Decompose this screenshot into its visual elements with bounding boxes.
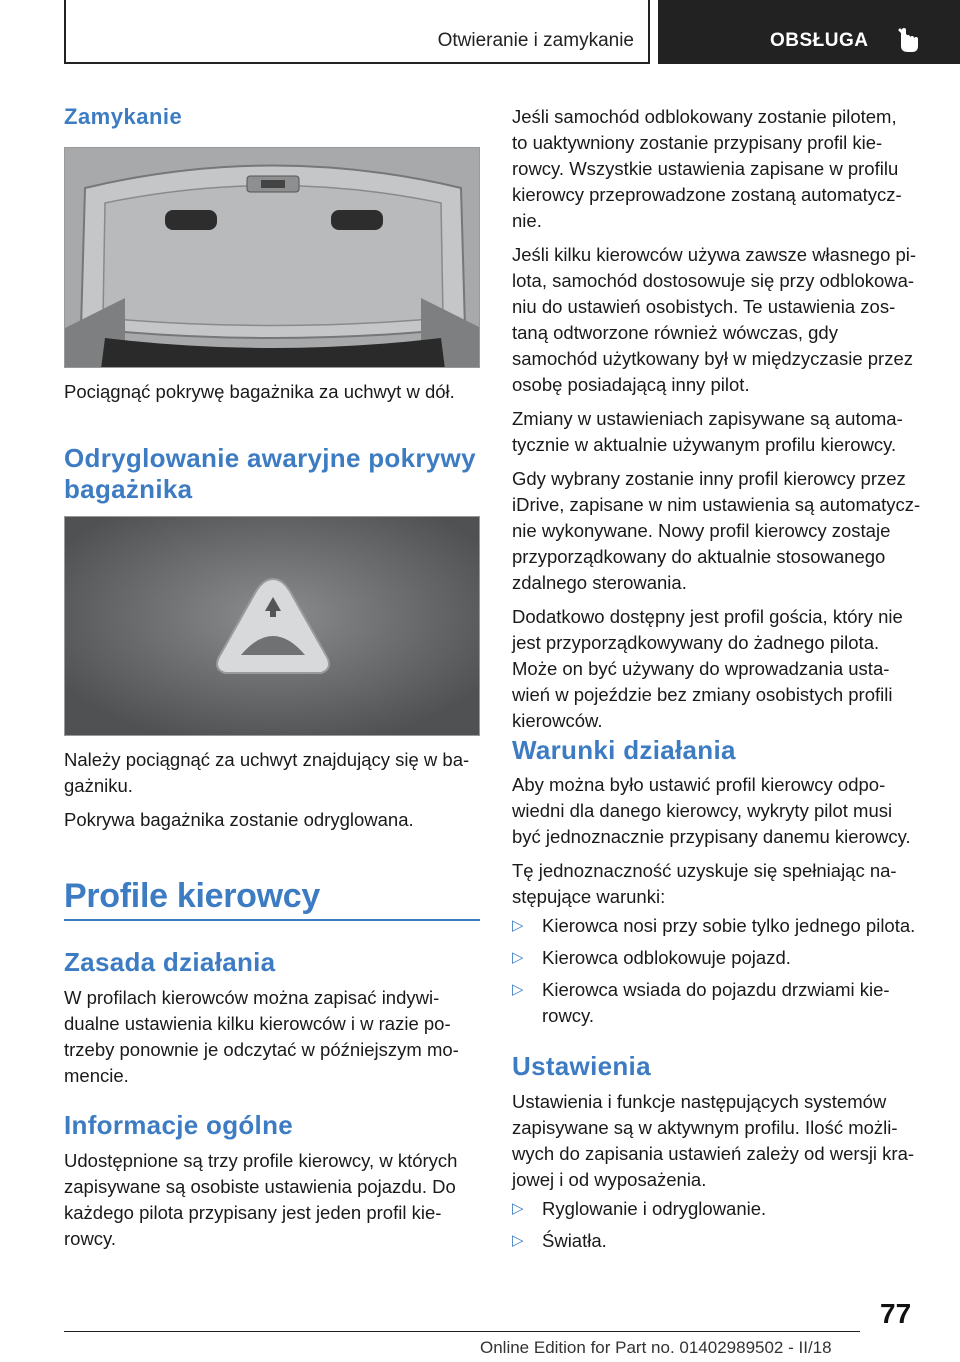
heading-informacje: Informacje ogólne bbox=[64, 1110, 294, 1140]
header-chapter-tab bbox=[658, 0, 960, 64]
bullet-text: Kierowca odblokowuje pojazd. bbox=[542, 947, 791, 968]
edition-text: Online Edition for Part no. 01402989502 - II/18 bbox=[480, 1338, 832, 1357]
warunki-line: Tę jednoznaczność uzyskuje się spełniając na‐ bbox=[512, 860, 897, 881]
warunki-line: wiedni dla danego kierowcy, wykryty pilot musi bbox=[512, 800, 893, 821]
p3-line: Zmiany w ustawieniach zapisywane są automa‐ bbox=[512, 408, 903, 429]
ustawienia-text bbox=[512, 1089, 928, 1193]
p5-line: kierowców. bbox=[512, 710, 603, 731]
emergency-release-image bbox=[64, 516, 480, 736]
info-line: Udostępnione są trzy profile kierowcy, w których bbox=[64, 1150, 458, 1171]
bullet-text: Kierowca nosi przy sobie tylko jednego pilota. bbox=[542, 915, 916, 936]
p1-line: nie. bbox=[512, 210, 542, 231]
bullet-triangle-icon: ▷ bbox=[512, 1232, 524, 1249]
bullet-text: Światła. bbox=[542, 1230, 607, 1251]
zasada-line: dualne ustawienia kilku kierowców i w razie po‐ bbox=[64, 1013, 451, 1034]
p5-line: wień w pojeździe bez zmiany osobistych profili bbox=[512, 684, 893, 705]
p5-line: jest przyporządkowywany do żadnego pilota. bbox=[512, 632, 880, 653]
header-section-tab bbox=[64, 0, 650, 64]
heading-zamykanie: Zamykanie bbox=[64, 104, 183, 129]
bullet-item bbox=[512, 977, 928, 1029]
bullet-triangle-icon: ▷ bbox=[512, 1200, 524, 1217]
bullet-triangle-icon: ▷ bbox=[512, 949, 524, 966]
trunk-lid-illustration bbox=[65, 148, 480, 368]
p1-line: Jeśli samochód odblokowany zostanie pilotem, bbox=[512, 106, 897, 127]
warunki-line: Aby można było ustawić profil kierowcy odpo‐ bbox=[512, 774, 886, 795]
trunk-lid-image bbox=[64, 147, 480, 368]
p3-line: tycznie w aktualnie używanym profilu kierowcy. bbox=[512, 434, 897, 455]
p4-line: Gdy wybrany zostanie inny profil kierowcy przez bbox=[512, 468, 906, 489]
odryglowanie-p1-line2: gażniku. bbox=[64, 775, 133, 796]
caption-zamykanie: Pociągnąć pokrywę bagażnika za uchwyt w dół. bbox=[64, 381, 455, 402]
odryglowanie-p2: Pokrywa bagażnika zostanie odryglowana. bbox=[64, 809, 414, 830]
info-line: każdego pilota przypisany jest jeden profil kie‐ bbox=[64, 1202, 442, 1223]
p4-line: iDrive, zapisane w nim ustawienia są automatycz‐ bbox=[512, 494, 921, 515]
p2-line: Jeśli kilku kierowców używa zawsze własnego pi‐ bbox=[512, 244, 917, 265]
p4-line: nie wykonywane. Nowy profil kierowcy zostaje bbox=[512, 520, 891, 541]
zasada-line: trzeby ponownie je odczytać w późniejszym mo‐ bbox=[64, 1039, 459, 1060]
ustawienia-line: wych do zapisania ustawień zależy od wersji kra‐ bbox=[512, 1143, 915, 1164]
page-number: 77 bbox=[880, 1298, 912, 1329]
p2-line: niu do ustawień osobistych. Te ustawienia zos‐ bbox=[512, 296, 896, 317]
p4-line: przyporządkowany do aktualnie stosowanego bbox=[512, 546, 886, 567]
bullet-text: rowcy. bbox=[542, 1005, 595, 1026]
bullet-text: Ryglowanie i odryglowanie. bbox=[542, 1198, 767, 1219]
p2-line: taną odtworzone również wówczas, gdy bbox=[512, 322, 838, 343]
bullet-text: Kierowca wsiada do pojazdu drzwiami kie‐ bbox=[542, 979, 890, 1000]
p2-line: lota, samochód dostosowuje się przy odblokowa‐ bbox=[512, 270, 915, 291]
zasada-line: W profilach kierowców można zapisać indywi‐ bbox=[64, 987, 440, 1008]
heading-profile-kierowcy: Profile kierowcy bbox=[64, 877, 320, 915]
p4-line: zdalnego sterowania. bbox=[512, 572, 687, 593]
p1-line: to uaktywniony zostanie przypisany profil kie‐ bbox=[512, 132, 883, 153]
warunki-line: stępujące warunki: bbox=[512, 886, 666, 907]
zasada-line: mencie. bbox=[64, 1065, 129, 1086]
heading-ustawienia: Ustawienia bbox=[512, 1051, 651, 1081]
header-chapter-title: OBSŁUGA bbox=[770, 30, 869, 51]
section-rule bbox=[64, 919, 480, 921]
informacje-text bbox=[64, 1148, 480, 1252]
right-paragraphs bbox=[512, 104, 928, 734]
emergency-handle-illustration bbox=[65, 517, 480, 736]
p5-line: Dodatkowo dostępny jest profil gościa, który nie bbox=[512, 606, 903, 627]
info-line: zapisywane są osobiste ustawienia pojazdu. Do bbox=[64, 1176, 456, 1197]
bullet-triangle-icon: ▷ bbox=[512, 981, 524, 998]
ustawienia-line: jowej i od wyposażenia. bbox=[512, 1169, 707, 1190]
zasada-text bbox=[64, 985, 480, 1089]
heading-zasada: Zasada działania bbox=[64, 947, 276, 977]
heading-odryglowanie bbox=[64, 443, 480, 505]
hand-pointer-icon bbox=[894, 24, 926, 56]
warunki-line: być jednoznacznie przypisany danemu kierowcy. bbox=[512, 826, 911, 847]
p1-line: kierowcy przeprowadzone zostaną automatycz‐ bbox=[512, 184, 902, 205]
p1-line: rowcy. Wszystkie ustawienia zapisane w profilu bbox=[512, 158, 899, 179]
odryglowanie-p1-line1: Należy pociągnąć za uchwyt znajdujący się w ba‐ bbox=[64, 749, 470, 770]
heading-odryglowanie-line2: bagażnika bbox=[64, 474, 193, 504]
info-line: rowcy. bbox=[64, 1228, 117, 1249]
ustawienia-line: zapisywane są w aktywnym profilu. Ilość możli‐ bbox=[512, 1117, 898, 1138]
odryglowanie-text bbox=[64, 747, 480, 833]
p2-line: samochód użytkowany był w międzyczasie przez bbox=[512, 348, 913, 369]
p2-line: osobę posiadającą inny pilot. bbox=[512, 374, 750, 395]
footer-rule bbox=[64, 1331, 860, 1332]
header-section-title: Otwieranie i zamykanie bbox=[437, 30, 634, 51]
heading-odryglowanie-line1: Odryglowanie awaryjne pokrywy bbox=[64, 443, 476, 473]
bullet-text-wrap bbox=[542, 977, 928, 1029]
bullet-triangle-icon: ▷ bbox=[512, 917, 524, 934]
warunki-text bbox=[512, 772, 928, 910]
p5-line: Może on być używany do wprowadzania usta‐ bbox=[512, 658, 890, 679]
ustawienia-line: Ustawienia i funkcje następujących systemów bbox=[512, 1091, 887, 1112]
heading-warunki: Warunki działania bbox=[512, 735, 736, 765]
